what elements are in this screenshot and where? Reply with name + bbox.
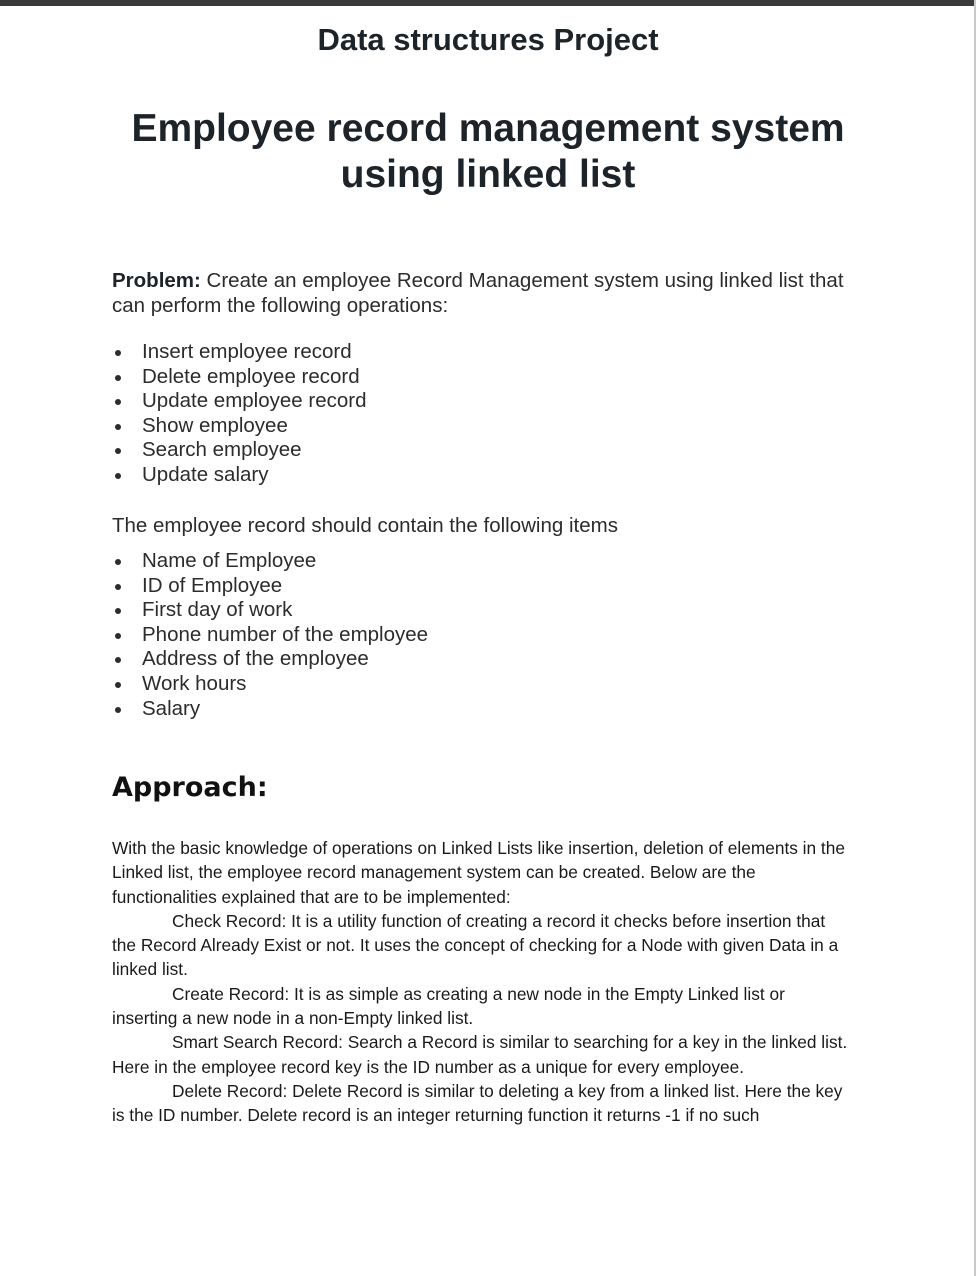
top-border [0, 0, 976, 6]
list-item: Name of Employee [112, 549, 428, 574]
list-item: Search employee [112, 438, 367, 463]
approach-intro: With the basic knowledge of operations on Linked Lists like insertion, deletion of elements in the Linked list, the employee record management system can be created. Below are the functionalities explained that are to be implemented: [112, 838, 845, 907]
list-item: Work hours [112, 672, 428, 697]
list-item: ID of Employee [112, 574, 428, 599]
main-title-line-2: using linked list [340, 153, 636, 196]
problem-statement [112, 268, 872, 318]
problem-text: Create an employee Record Management system using linked list that can perform the following operations: [112, 269, 844, 317]
document-main-title [100, 106, 876, 198]
approach-body [112, 836, 852, 1128]
list-item: Address of the employee [112, 647, 428, 672]
items-intro: The employee record should contain the following items [112, 514, 618, 537]
problem-label: Problem: [112, 269, 201, 292]
approach-heading: Approach: [112, 772, 268, 803]
operations-list [112, 340, 367, 488]
create-record-paragraph: Create Record: It is as simple as creating a new node in the Empty Linked list or inserting a new node in a non-Empty linked list. [112, 983, 785, 1029]
record-items-list [112, 549, 428, 721]
smart-search-paragraph: Smart Search Record: Search a Record is similar to searching for a key in the linked list. Here in the employee record key is the ID number as a unique for every employee. [112, 1032, 848, 1077]
list-item: First day of work [112, 598, 428, 623]
list-item: Phone number of the employee [112, 623, 428, 648]
check-record-paragraph: Check Record: It is a utility function of creating a record it checks before insertion that the Record Already Exist or not. It uses the concept of checking for a Node with given Data in a linked list. [112, 910, 839, 980]
list-item: Update employee record [112, 389, 367, 414]
list-item: Insert employee record [112, 340, 367, 365]
list-item: Update salary [112, 463, 367, 488]
list-item: Show employee [112, 414, 367, 439]
delete-record-paragraph: Delete Record: Delete Record is similar to deleting a key from a linked list. Here the key is the ID number. Delete record is an integer returning function it returns -1 if no such [112, 1080, 843, 1126]
document-header-title: Data structures Project [317, 22, 659, 57]
list-item: Delete employee record [112, 365, 367, 390]
list-item: Salary [112, 697, 428, 722]
main-title-line-1: Employee record management system [131, 107, 845, 150]
